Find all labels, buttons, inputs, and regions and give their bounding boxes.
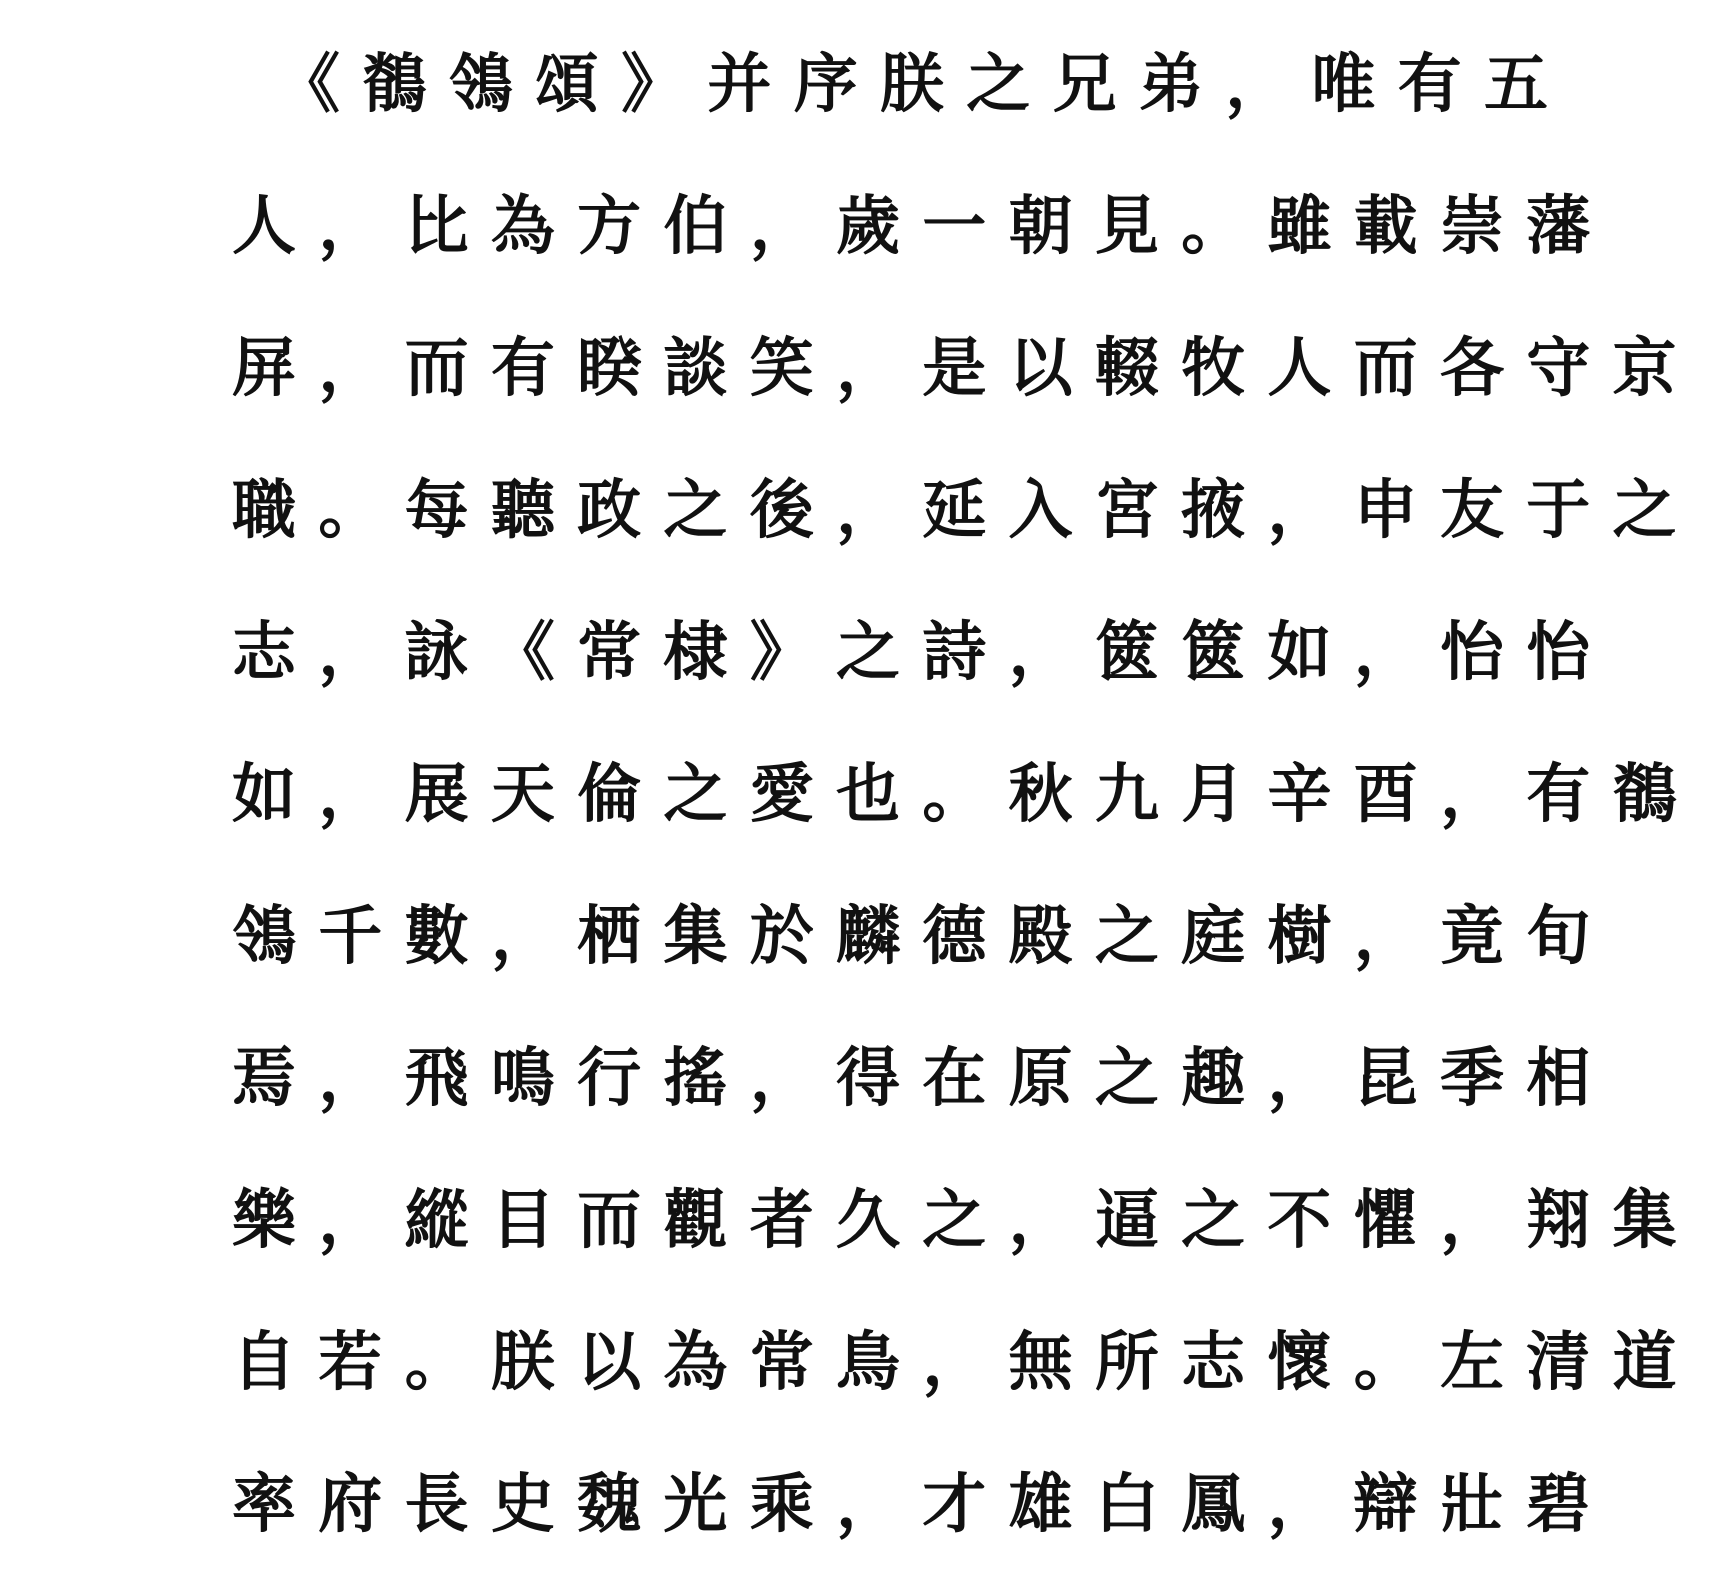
glyph: 崇: [1439, 189, 1504, 264]
glyph: ，: [1267, 1041, 1332, 1116]
glyph: 栖: [577, 899, 642, 974]
glyph: 唯: [1311, 47, 1376, 122]
glyph: 雄: [1008, 1467, 1073, 1542]
glyph: 之: [663, 757, 728, 832]
glyph: ，: [318, 189, 383, 264]
glyph: 鳴: [490, 1041, 555, 1116]
glyph: 以: [577, 1325, 642, 1400]
glyph: 。: [922, 757, 987, 832]
glyph: 千: [318, 899, 383, 974]
glyph: 飛: [404, 1041, 469, 1116]
glyph: 怡: [1526, 615, 1591, 690]
glyph: 者: [749, 1183, 814, 1258]
glyph: 方: [577, 189, 642, 264]
glyph: 麟: [835, 899, 900, 974]
glyph: ，: [1225, 47, 1290, 122]
glyph: ，: [749, 189, 814, 264]
glyph: 朝: [1008, 189, 1073, 264]
glyph: 人: [1267, 331, 1332, 406]
glyph: 之: [1094, 899, 1159, 974]
glyph: 樹: [1267, 899, 1332, 974]
glyph: 怡: [1439, 615, 1504, 690]
glyph: 朕: [879, 47, 944, 122]
glyph: 為: [663, 1325, 728, 1400]
glyph: 。: [1181, 189, 1246, 264]
glyph: 季: [1439, 1041, 1504, 1116]
glyph: 清: [1526, 1325, 1591, 1400]
glyph: 秋: [1008, 757, 1073, 832]
glyph: 集: [663, 899, 728, 974]
glyph: 。: [404, 1325, 469, 1400]
glyph: ，: [835, 1467, 900, 1542]
glyph: 歲: [835, 189, 900, 264]
glyph: 不: [1267, 1183, 1332, 1258]
glyph: ，: [1353, 615, 1418, 690]
glyph: 愛: [749, 757, 814, 832]
glyph: 旬: [1526, 899, 1591, 974]
glyph: 數: [404, 899, 469, 974]
glyph: 詩: [922, 615, 987, 690]
glyph: 月: [1181, 757, 1246, 832]
glyph: 酉: [1353, 757, 1418, 832]
glyph: 鶺: [362, 47, 427, 122]
glyph: 睽: [577, 331, 642, 406]
glyph: ，: [1008, 1183, 1073, 1258]
glyph: ，: [318, 1041, 383, 1116]
glyph: 如: [1267, 615, 1332, 690]
glyph: 牧: [1181, 331, 1246, 406]
glyph: 每: [404, 473, 469, 548]
glyph: 是: [922, 331, 987, 406]
glyph: ，: [490, 899, 555, 974]
glyph: 後: [749, 473, 814, 548]
glyph: ，: [1267, 473, 1332, 548]
glyph: 談: [663, 331, 728, 406]
glyph: 守: [1526, 331, 1591, 406]
glyph: 久: [835, 1183, 900, 1258]
glyph: 入: [1008, 473, 1073, 548]
glyph: 白: [1094, 1467, 1159, 1542]
glyph: 德: [922, 899, 987, 974]
glyph: 縱: [404, 1183, 469, 1258]
text-line-2: [232, 156, 1591, 298]
glyph: 有: [1397, 47, 1462, 122]
glyph: 之: [1612, 473, 1677, 548]
glyph: 朕: [490, 1325, 555, 1400]
glyph: 搖: [663, 1041, 728, 1116]
glyph: ，: [835, 473, 900, 548]
glyph: 并: [707, 47, 772, 122]
glyph: 于: [1526, 473, 1591, 548]
glyph: ，: [318, 615, 383, 690]
text-line-10: [232, 1292, 1677, 1434]
glyph: 碧: [1526, 1467, 1591, 1542]
glyph: 常: [749, 1325, 814, 1400]
glyph: 頌: [534, 47, 599, 122]
glyph: 趣: [1181, 1041, 1246, 1116]
glyph: ，: [922, 1325, 987, 1400]
glyph: 集: [1612, 1183, 1677, 1258]
glyph: 之: [663, 473, 728, 548]
text-line-7: [232, 866, 1591, 1008]
glyph: 聽: [490, 473, 555, 548]
glyph: 也: [835, 757, 900, 832]
glyph: 兄: [1052, 47, 1117, 122]
glyph: 觀: [663, 1183, 728, 1258]
glyph: ，: [318, 331, 383, 406]
glyph: 有: [490, 331, 555, 406]
glyph: 屏: [232, 331, 296, 406]
glyph: 翔: [1526, 1183, 1591, 1258]
glyph: 詠: [404, 615, 469, 690]
glyph: 》: [621, 47, 686, 122]
glyph: 常: [577, 615, 642, 690]
glyph: 掖: [1181, 473, 1246, 548]
glyph: 自: [232, 1325, 296, 1400]
glyph: 鴒: [232, 899, 296, 974]
glyph: 懼: [1353, 1183, 1418, 1258]
glyph: 魏: [577, 1467, 642, 1542]
glyph: 鳳: [1181, 1467, 1246, 1542]
text-line-5: [232, 582, 1591, 724]
glyph: 逼: [1094, 1183, 1159, 1258]
glyph: ，: [1008, 615, 1073, 690]
glyph: 在: [922, 1041, 987, 1116]
glyph: 展: [404, 757, 469, 832]
glyph: 友: [1439, 473, 1504, 548]
glyph: 有: [1526, 757, 1591, 832]
glyph: 延: [922, 473, 987, 548]
glyph: 道: [1612, 1325, 1677, 1400]
glyph: 乘: [749, 1467, 814, 1542]
glyph: 序: [793, 47, 858, 122]
glyph: ，: [749, 1041, 814, 1116]
glyph: 庭: [1181, 899, 1246, 974]
glyph: 一: [922, 189, 987, 264]
glyph: 殿: [1008, 899, 1073, 974]
glyph: 職: [232, 473, 296, 548]
glyph: 人: [232, 189, 296, 264]
glyph: 左: [1439, 1325, 1504, 1400]
glyph: 篋: [1094, 615, 1159, 690]
text-line-4: [232, 440, 1677, 582]
glyph: 《: [490, 615, 555, 690]
text-line-1: [232, 14, 1548, 156]
glyph: 天: [490, 757, 555, 832]
glyph: 見: [1094, 189, 1159, 264]
glyph: 笑: [749, 331, 814, 406]
glyph: ，: [1267, 1467, 1332, 1542]
glyph: 而: [577, 1183, 642, 1258]
glyph: 相: [1526, 1041, 1591, 1116]
glyph: 雖: [1267, 189, 1332, 264]
glyph: 壯: [1439, 1467, 1504, 1542]
text-line-9: [232, 1150, 1677, 1292]
glyph: 行: [577, 1041, 642, 1116]
text-line-3: [232, 298, 1677, 440]
glyph: 之: [1181, 1183, 1246, 1258]
glyph: 》: [749, 615, 814, 690]
glyph: 之: [1094, 1041, 1159, 1116]
glyph: 目: [490, 1183, 555, 1258]
glyph: 各: [1439, 331, 1504, 406]
glyph: 之: [835, 615, 900, 690]
glyph: 宮: [1094, 473, 1159, 548]
glyph: 之: [966, 47, 1031, 122]
glyph: 志: [232, 615, 296, 690]
glyph: 篋: [1181, 615, 1246, 690]
glyph: 長: [404, 1467, 469, 1542]
glyph: 鶺: [1612, 757, 1677, 832]
glyph: 於: [749, 899, 814, 974]
glyph: 載: [1353, 189, 1418, 264]
glyph: 申: [1353, 473, 1418, 548]
glyph: ，: [1439, 1183, 1504, 1258]
calligraphy-text: [232, 14, 1677, 1576]
glyph: 鳥: [835, 1325, 900, 1400]
glyph: 九: [1094, 757, 1159, 832]
glyph: 《: [276, 47, 340, 122]
glyph: 政: [577, 473, 642, 548]
glyph: 昆: [1353, 1041, 1418, 1116]
glyph: 原: [1008, 1041, 1073, 1116]
glyph: 弟: [1138, 47, 1203, 122]
glyph: 若: [318, 1325, 383, 1400]
glyph: 棣: [663, 615, 728, 690]
glyph: 伯: [663, 189, 728, 264]
glyph: 比: [404, 189, 469, 264]
glyph: ，: [835, 331, 900, 406]
glyph: 之: [922, 1183, 987, 1258]
glyph: 竟: [1439, 899, 1504, 974]
glyph: ，: [1353, 899, 1418, 974]
glyph: ，: [318, 1183, 383, 1258]
glyph: 才: [922, 1467, 987, 1542]
glyph: 志: [1181, 1325, 1246, 1400]
glyph: 以: [1008, 331, 1073, 406]
glyph: 輟: [1094, 331, 1159, 406]
glyph: 懷: [1267, 1325, 1332, 1400]
glyph: 焉: [232, 1041, 296, 1116]
glyph: 辯: [1353, 1467, 1418, 1542]
glyph: ，: [1439, 757, 1504, 832]
glyph: 光: [663, 1467, 728, 1542]
glyph: 率: [232, 1467, 296, 1542]
glyph: 樂: [232, 1183, 296, 1258]
glyph: 鴒: [448, 47, 513, 122]
glyph: 。: [318, 473, 383, 548]
glyph: 為: [490, 189, 555, 264]
glyph: 史: [490, 1467, 555, 1542]
text-line-11: [232, 1434, 1591, 1576]
glyph: 如: [232, 757, 296, 832]
glyph: 而: [1353, 331, 1418, 406]
glyph: 無: [1008, 1325, 1073, 1400]
glyph: 倫: [577, 757, 642, 832]
glyph: 京: [1612, 331, 1677, 406]
glyph: 所: [1094, 1325, 1159, 1400]
glyph: 。: [1353, 1325, 1418, 1400]
text-line-6: [232, 724, 1677, 866]
glyph: 得: [835, 1041, 900, 1116]
text-line-8: [232, 1008, 1591, 1150]
glyph: 府: [318, 1467, 383, 1542]
glyph: 辛: [1267, 757, 1332, 832]
glyph: 藩: [1526, 189, 1591, 264]
glyph: ，: [318, 757, 383, 832]
glyph: 五: [1483, 47, 1548, 122]
glyph: 而: [404, 331, 469, 406]
